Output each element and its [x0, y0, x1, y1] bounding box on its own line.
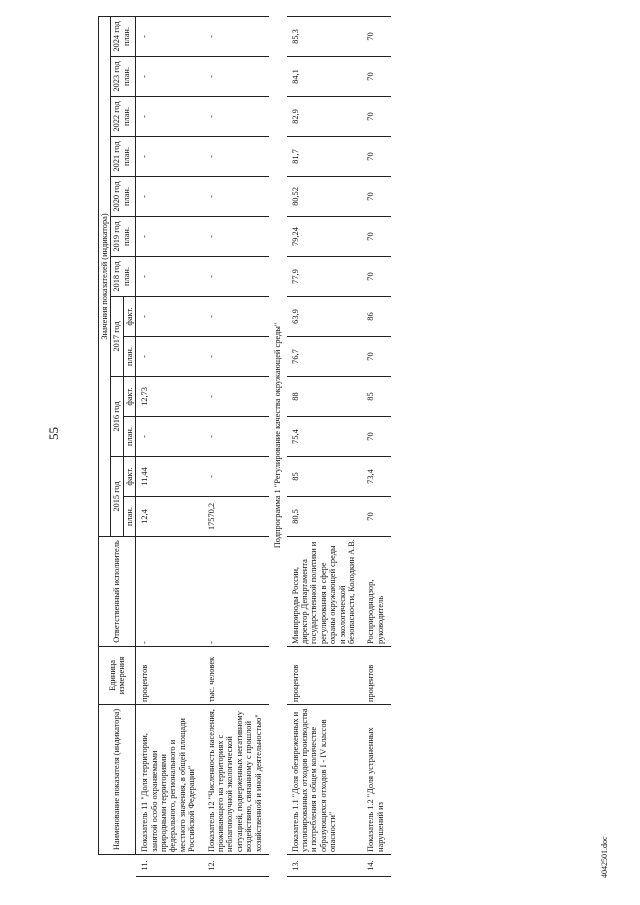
subprogram-row	[269, 16, 286, 876]
value-cell: -	[203, 16, 269, 56]
value-cell: 76,7	[287, 337, 363, 377]
header-2017-plan: план.	[123, 337, 135, 377]
value-cell: 70	[362, 217, 391, 257]
value-cell: 11,44	[136, 457, 203, 497]
value-cell: 12,4	[136, 497, 203, 537]
header-unit: Единица измерения	[99, 647, 136, 705]
value-cell: 70	[362, 417, 391, 457]
header-2017-fact: факт.	[123, 297, 135, 337]
value-cell: 12,73	[136, 377, 203, 417]
value-cell: -	[136, 217, 203, 257]
value-cell: -	[203, 57, 269, 97]
header-year-2022: 2022 год план.	[111, 97, 136, 137]
value-cell: -	[203, 177, 269, 217]
header-year-2016: 2016 год	[111, 377, 123, 457]
table-row	[136, 16, 203, 876]
header-values-group: Значения показателей (индикатора)	[99, 16, 111, 536]
header-year-2019: 2019 год план.	[111, 217, 136, 257]
indicator-name: Показатель 12 "Численность населения, проживающего на территориях с неблагополучной экологической ситуацией, подверженных негативному воздействию, связанному с прошлой хозяйственной и иной деятельностью"	[203, 705, 269, 855]
value-cell: 80,52	[287, 177, 363, 217]
indicator-name: Показатель 1.1 "Доля обезвреженных и утилизированных отходов производства и потребления в общем количестве образующихся отходов I - IV классов опасности"	[287, 705, 363, 855]
value-cell: 85	[362, 377, 391, 417]
value-cell: 70	[362, 16, 391, 56]
table-row	[362, 16, 391, 876]
indicator-table	[98, 16, 391, 877]
value-cell: -	[203, 297, 269, 337]
value-cell: -	[136, 257, 203, 297]
header-num-cell	[99, 855, 111, 877]
rotated-table-container	[98, 17, 618, 877]
row-number: 13.	[287, 855, 363, 877]
indicator-unit: процентов	[287, 647, 363, 705]
footer-filename: 4042501.doc	[600, 836, 609, 878]
value-cell: 75,4	[287, 417, 363, 457]
value-cell: 70	[362, 137, 391, 177]
value-cell: 63,9	[287, 297, 363, 337]
indicator-responsible: -	[203, 537, 269, 647]
value-cell: -	[136, 297, 203, 337]
header-2015-fact: факт.	[123, 457, 135, 497]
subprogram-title: Подпрограмма 1 "Регулирование качества окружающей среды"	[273, 322, 283, 549]
value-cell: -	[203, 257, 269, 297]
value-cell: 85,3	[287, 16, 363, 56]
value-cell: 77,9	[287, 257, 363, 297]
header-2016-plan: план.	[123, 417, 135, 457]
value-cell: -	[203, 377, 269, 417]
row-number: 12.	[203, 855, 269, 877]
value-cell: 70	[362, 57, 391, 97]
row-number: 14.	[362, 855, 391, 877]
value-cell: 70	[362, 497, 391, 537]
value-cell: -	[203, 217, 269, 257]
page-number: 55	[46, 427, 61, 440]
value-cell: 88	[287, 377, 363, 417]
value-cell: 81,7	[287, 137, 363, 177]
value-cell: -	[136, 337, 203, 377]
value-cell: -	[136, 417, 203, 457]
value-cell: 86	[362, 297, 391, 337]
header-responsible: Ответственный исполнитель	[99, 537, 136, 647]
value-cell: -	[203, 97, 269, 137]
value-cell: -	[203, 337, 269, 377]
value-cell: -	[203, 137, 269, 177]
value-cell: 85	[287, 457, 363, 497]
value-cell: 73,4	[362, 457, 391, 497]
value-cell: -	[136, 137, 203, 177]
value-cell: 70	[362, 97, 391, 137]
indicator-responsible: Росприроднадзор, руководитель	[362, 537, 391, 647]
value-cell: 79,24	[287, 217, 363, 257]
value-cell: -	[136, 57, 203, 97]
header-2015-plan: план.	[123, 497, 135, 537]
indicator-unit: тыс. человек	[203, 647, 269, 705]
value-cell: 70	[362, 337, 391, 377]
header-year-2017: 2017 год	[111, 297, 123, 377]
value-cell: -	[136, 97, 203, 137]
header-year-2021: 2021 год план.	[111, 137, 136, 177]
header-year-2015: 2015 год	[111, 457, 123, 537]
value-cell: -	[136, 177, 203, 217]
indicator-unit: процентов	[362, 647, 391, 705]
header-year-2018: 2018 год план.	[111, 257, 136, 297]
indicator-responsible: Минприроды России, директор Департамента государственной политики и регулирования в сфере охраны окружающей среды и экологической безопасности, Колодкин А.В.	[287, 537, 363, 647]
row-number: 11.	[136, 855, 203, 877]
value-cell: 82,9	[287, 97, 363, 137]
indicator-name: Показатель 11 "Доля территории, занятой особо охраняемыми природными территориями федерального, регионального и местного значения, в общей площади Российской Федерации"	[136, 705, 203, 855]
value-cell: 80,5	[287, 497, 363, 537]
value-cell: 84,1	[287, 57, 363, 97]
value-cell: -	[203, 417, 269, 457]
header-2016-fact: факт.	[123, 377, 135, 417]
header-year-2020: 2020 год план.	[111, 177, 136, 217]
indicator-name: Показатель 1.2 "Доля устраненных нарушений из	[362, 705, 391, 855]
header-year-2024: 2024 год план.	[111, 16, 136, 56]
table-row	[287, 16, 363, 876]
indicator-responsible: -	[136, 537, 203, 647]
header-year-2023: 2023 год план.	[111, 57, 136, 97]
indicator-unit: процентов	[136, 647, 203, 705]
table-row	[203, 16, 269, 876]
value-cell: 70	[362, 257, 391, 297]
header-name: Наименование показателя (индикатора)	[99, 705, 136, 855]
value-cell: 70	[362, 177, 391, 217]
header-row-1	[99, 16, 111, 876]
value-cell: -	[136, 16, 203, 56]
value-cell: 17570,2	[203, 497, 269, 537]
value-cell: -	[203, 457, 269, 497]
